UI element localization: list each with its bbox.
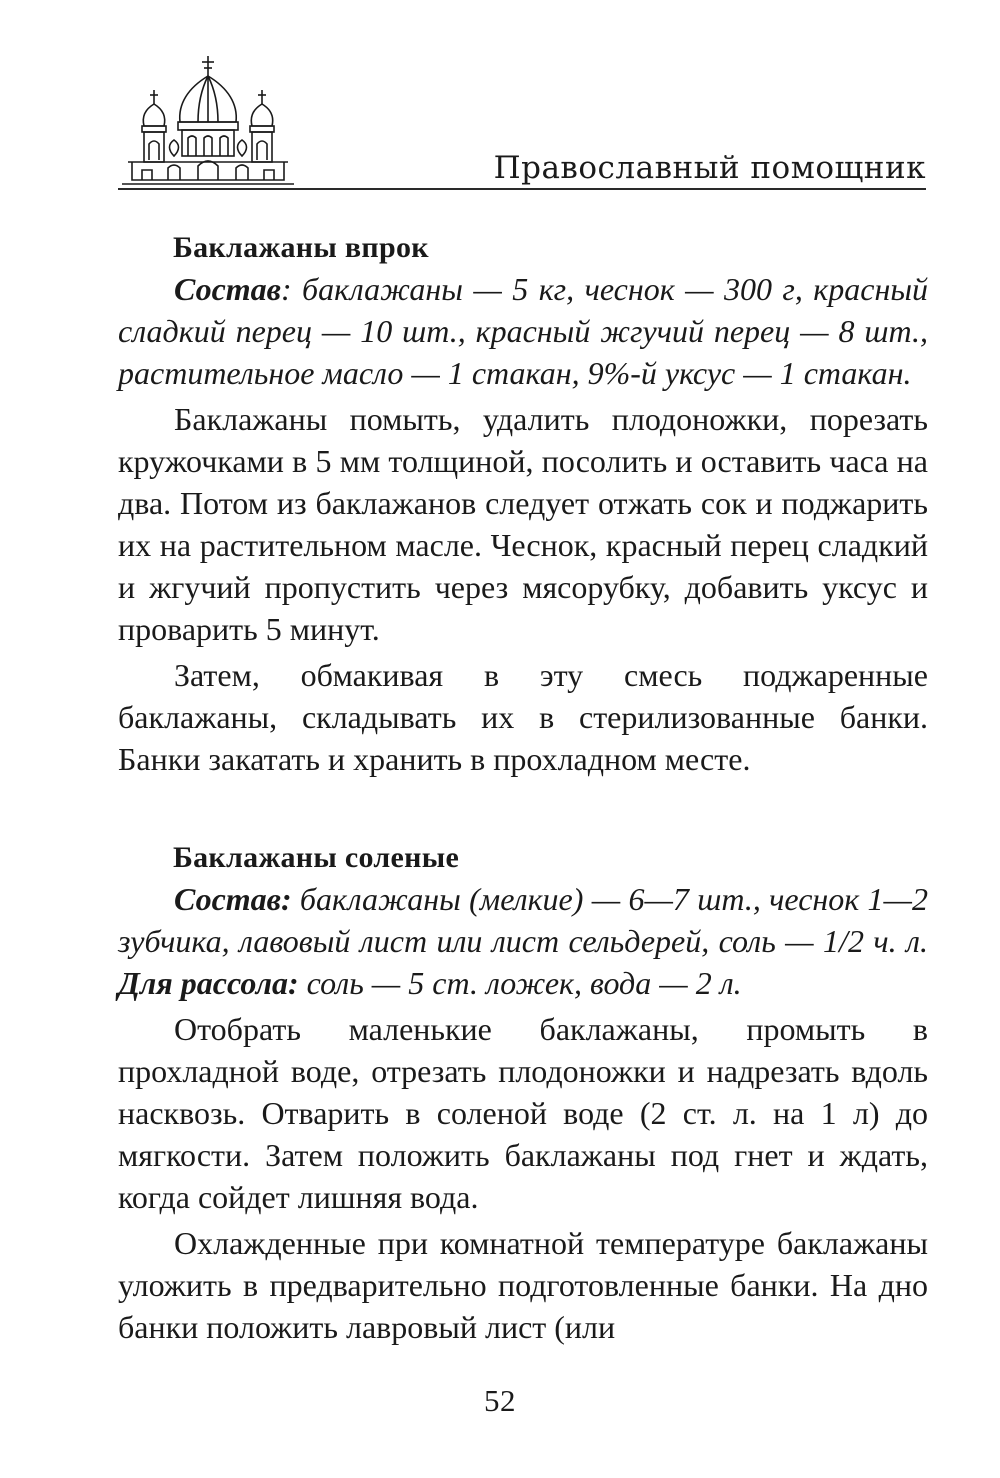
ingredients-label: Состав:: [174, 881, 292, 917]
brine-label: Для рассола:: [118, 965, 299, 1001]
ingredients-text: баклажаны (мелкие) — 6—7 шт., чеснок 1—2 зубчика, лавовый лист или лист сельдерей, соль — 1/2 ч. л.: [118, 881, 928, 959]
ingredients-text: : баклажаны — 5 кг, чеснок — 300 г, красный сладкий перец — 10 шт., красный жгучий перец — 8 шт., растительное масло — 1 стакан, 9%-й уксус — 1 стакан.: [118, 271, 928, 391]
recipe-title: Баклажаны впрок: [173, 231, 429, 264]
page-header: [108, 52, 926, 200]
brine-text: соль — 5 ст. ложек, вода — 2 л.: [298, 965, 742, 1001]
recipe-paragraph: Отобрать маленькие баклажаны, промыть в прохладной воде, отрезать плодоножки и надрезать вдоль насквозь. Отварить в соленой воде (2 ст. л. на 1 л) до мягкости. Затем положить баклажаны под гнет и ждать, когда сойдет лишняя вода.: [118, 1011, 928, 1215]
recipe-ingredients: [118, 268, 928, 394]
running-title: Православный помощник: [493, 150, 926, 186]
recipe-paragraph: Баклажаны помыть, удалить плодоножки, порезать кружочками в 5 мм толщиной, посолить и оставить часа на два. Потом из баклажанов следует отжать сок и поджарить их на растительном масле. Чеснок, красный перец сладкий и жгучий пропустить через мясорубку, добавить уксус и проварить 5 минут.: [118, 401, 928, 647]
cathedral-icon: [108, 52, 308, 194]
recipe-ingredients: [118, 878, 928, 1004]
page-content: [118, 228, 928, 1348]
page-number: 52: [484, 1383, 516, 1418]
ingredients-label: Состав: [174, 271, 281, 307]
header-rule: [118, 188, 926, 190]
recipe-paragraph: Затем, обмакивая в эту смесь поджаренные баклажаны, складывать их в стерилизованные банки. Банки закатать и хранить в прохладном месте.: [118, 657, 928, 777]
recipe-title: Баклажаны соленые: [173, 841, 460, 874]
recipe-eggplant-preserved: [118, 228, 928, 780]
recipe-eggplant-salted: [118, 838, 928, 1348]
recipe-paragraph: Охлажденные при комнатной температуре баклажаны уложить в предварительно подготовленные банки. На дно банки положить лавровый лист (или: [118, 1225, 928, 1345]
